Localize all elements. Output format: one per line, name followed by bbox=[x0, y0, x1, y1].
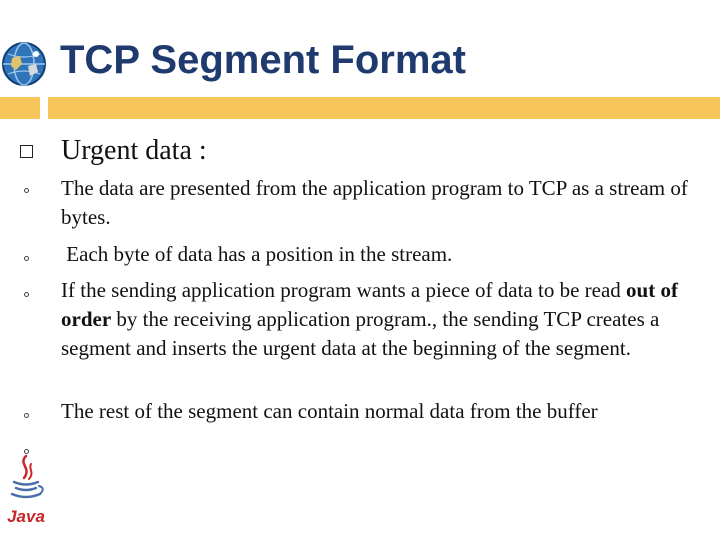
bullet-text-part: If the sending application program wants a piece of data to be read bbox=[61, 278, 627, 302]
heading-row bbox=[20, 132, 207, 170]
bullet-text bbox=[61, 174, 696, 232]
bullet-text bbox=[61, 276, 696, 363]
circle-bullet-icon bbox=[24, 256, 29, 261]
slide-title: TCP Segment Format bbox=[60, 38, 466, 82]
circle-bullet-icon bbox=[24, 292, 29, 297]
bullet-text-part: by the receiving application program., the sending TCP creates a segment and inserts the urgent data at the beginning of the segment. bbox=[61, 307, 660, 360]
title-accent-bar-left bbox=[0, 97, 40, 119]
circle-bullet-icon bbox=[24, 413, 29, 418]
bullet-text-part: The data are presented from the application program to TCP as a stream of bytes. bbox=[61, 176, 688, 229]
bullet-text bbox=[61, 397, 696, 426]
java-wordmark: Java bbox=[7, 507, 45, 526]
square-bullet-icon bbox=[20, 145, 33, 158]
section-heading: Urgent data : bbox=[61, 135, 207, 166]
bullet-text-part: The rest of the segment can contain normal data from the buffer bbox=[61, 399, 598, 423]
bullet-text-part: Each byte of data has a position in the stream. bbox=[61, 242, 453, 266]
java-logo bbox=[4, 452, 48, 528]
bullet-text-bold: out of order bbox=[61, 278, 678, 331]
title-accent-bar bbox=[48, 97, 720, 119]
globe-network-icon bbox=[0, 40, 48, 88]
bullet-text bbox=[61, 240, 696, 269]
circle-bullet-icon bbox=[24, 188, 29, 193]
